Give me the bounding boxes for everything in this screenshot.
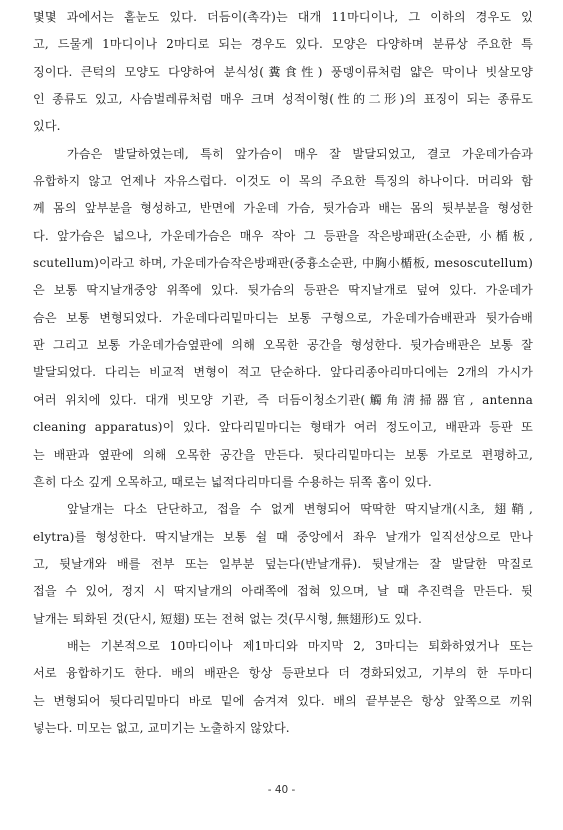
- text-line: 유합하지 않고 언제나 자유스럽다. 이것도 이 목의 주요한 특징의 하나이다. 머리와 함: [33, 174, 533, 189]
- paragraph-head-mouthparts: [33, 4, 533, 141]
- text-line: 날개는 퇴화된 것(단시, 短翅) 또는 전혀 없는 것(무시형, 無翅形)도 있다.: [33, 611, 422, 626]
- page-number: - 40 -: [267, 784, 296, 796]
- text-line: 넣는다. 미모는 없고, 교미기는 노출하지 않았다.: [33, 720, 290, 735]
- text-line: 몇몇 과에서는 홑눈도 있다. 더듬이(촉각)는 대개 11마디이나, 그 이하의 경우도 있: [33, 10, 533, 24]
- text-line: 슴은 보통 변형되었다. 가운데다리밑마디는 보통 구형으로, 가운데가슴배판과 뒷가슴배: [33, 310, 533, 325]
- text-line: 접을 수 있어, 정지 시 딱지날개의 아래쪽에 접혀 있으며, 날 때 추진력을 만든다. 뒷: [33, 584, 533, 599]
- document-body: [33, 4, 533, 742]
- text-line: 고, 뒷날개와 배를 전부 또는 일부분 덮는다(반날개류). 뒷날개는 잘 발달한 막질로: [33, 556, 533, 571]
- text-line: 흔히 다소 깊게 오목하고, 때로는 넓적다리마디를 수용하는 뒤쪽 홈이 있다.: [33, 474, 432, 489]
- text-line: 다. 앞가슴은 넓으나, 가운데가슴은 매우 작아 그 등판을 작은방패판(소순판, 小楯板,: [33, 228, 533, 243]
- paragraph-wings: [33, 496, 533, 633]
- text-line: 인 종류도 있고, 사슴벌레류처럼 매우 크며 성적이형(性的二形)의 표징이 되는 종류도: [33, 92, 533, 107]
- text-line: 징이다. 큰턱의 모양도 다양하여 분식성(糞食性) 풍뎅이류처럼 얇은 막이나 빗살모양: [33, 64, 533, 79]
- paragraph-abdomen: [33, 633, 533, 742]
- text-line: 앞날개는 다소 단단하고, 접을 수 없게 변형되어 딱딱한 딱지날개(시초, 翅鞘,: [67, 502, 533, 517]
- text-line: 고, 드물게 1마디이나 2마디로 되는 경우도 있다. 모양은 다양하며 분류상 주요한 특: [33, 37, 533, 52]
- text-line: 있다.: [33, 119, 61, 134]
- text-line: scutellum)이라고 하며, 가운데가슴작은방패판(중흉소순판, 中胸小楯板, mesoscutellum): [33, 256, 533, 271]
- text-line: elytra)를 형성한다. 딱지날개는 보통 쉴 때 중앙에서 좌우 날개가 일직선상으로 만나: [33, 529, 533, 544]
- text-line: cleaning apparatus)이 있다. 앞다리밑마디는 형태가 여러 정도이고, 배판과 등판 또: [33, 420, 533, 435]
- text-line: 은 보통 딱지날개중앙 위쪽에 있다. 뒷가슴의 등판은 딱지날개로 덮여 있다. 가운데가: [33, 283, 533, 298]
- text-line: 여러 위치에 있다. 대개 빗모양 기관, 즉 더듬이청소기관(觸角淸掃器官, antenna: [33, 392, 533, 407]
- text-line: 는 변형되어 뒷다리밑마디 바로 밑에 숨겨져 있다. 배의 끝부분은 항상 앞쪽으로 끼워: [33, 693, 533, 708]
- text-line: 판 그리고 보통 가운데가슴옆판에 의해 오목한 공간을 형성한다. 뒷가슴배판은 보통 잘: [33, 338, 533, 353]
- text-line: 서로 융합하기도 한다. 배의 배판은 항상 등판보다 더 경화되었고, 기부의 한 두마디: [33, 666, 533, 681]
- text-line: 는 배판과 옆판에 의해 오목한 공간을 만든다. 뒷다리밑마디는 보통 가로로 편평하고,: [33, 447, 533, 462]
- text-line: 께 몸의 앞부분을 형성하고, 반면에 가운데 가슴, 뒷가슴과 배는 몸의 뒷부분을 형성한: [33, 201, 533, 216]
- text-line: 가슴은 발달하였는데, 특히 앞가슴이 매우 잘 발달되었고, 결코 가운데가슴과: [67, 146, 533, 161]
- text-line: 발달되었다. 다리는 비교적 변형이 적고 단순하다. 앞다리종아리마디에는 2개의 가시가: [33, 365, 533, 380]
- text-line: 배는 기본적으로 10마디이나 제1마디와 마지막 2, 3마디는 퇴화하였거나 또는: [67, 638, 533, 653]
- paragraph-thorax: [33, 141, 533, 496]
